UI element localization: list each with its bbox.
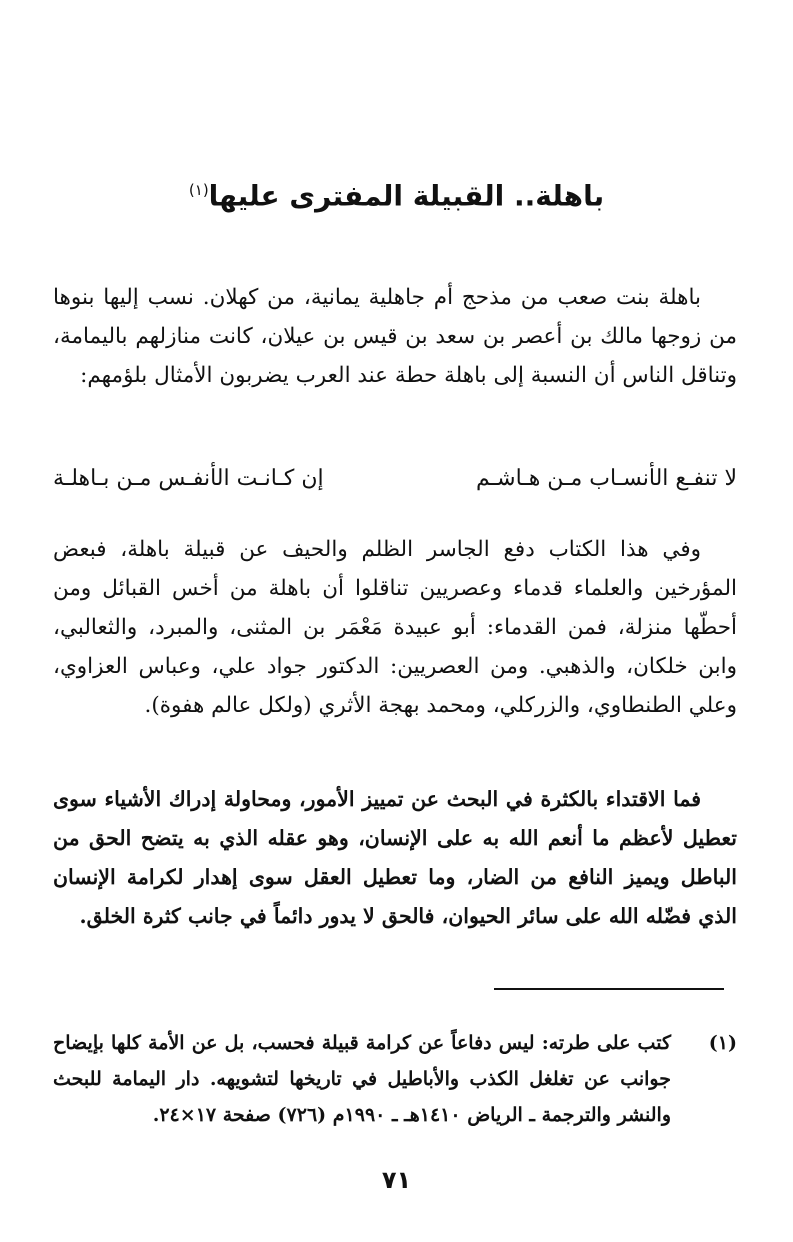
verse-second-hemistich: إن كـانـت الأنفـس مـن بـاهلـة	[53, 466, 324, 491]
title-footnote-marker: (١)	[188, 181, 209, 199]
verse-first-hemistich: لا تنفـع الأنسـاب مـن هـاشـم	[476, 466, 737, 491]
paragraph-conclusion	[53, 780, 737, 936]
paragraph-book-defense	[53, 530, 737, 725]
footnote	[53, 1025, 737, 1133]
footnote-text: كتب على طرته: ليس دفاعاً عن كرامة قبيلة فحسب، بل عن الأمة كلها بإيضاح جوانب عن تغلغل الكذب والأباطيل في تاريخها لتشويهه. دار اليمامة للبحث والنشر والترجمة ـ الرياض ١٤١٠هـ ـ ١٩٩٠م (٧٢٦) صفحة ١٧×٢٤.	[53, 1032, 671, 1126]
paragraph-intro	[53, 278, 737, 395]
poetry-verse	[53, 459, 737, 499]
paragraph-intro-text: باهلة بنت صعب من مذحج أم جاهلية يمانية، من كهلان. نسب إليها بنوها من زوجها مالك بن أعصر بن سعد بن قيس بن عيلان، كانت منازلهم باليمامة، وتناقل الناس أن النسبة إلى باهلة حطة عند العرب يضربون الأمثال بلؤمهم:	[53, 285, 737, 388]
chapter-title	[0, 168, 793, 218]
paragraph-conclusion-text: فما الاقتداء بالكثرة في البحث عن تمييز الأمور، ومحاولة إدراك الأشياء سوى تعطيل لأعظم ما أنعم الله به على الإنسان، وهو عقله الذي به يتضح الحق من الباطل ويميز النافع من الضار، وما تعطيل العقل سوى إهدار لكرامة الإنسان الذي فضّله الله على سائر الحيوان، فالحق لا يدور دائماً في جانب كثرة الخلق.	[53, 787, 738, 928]
chapter-title-text: باهلة.. القبيلة المفترى عليها	[208, 179, 605, 213]
page-number: ٧١	[381, 1166, 412, 1194]
paragraph-book-defense-text: وفي هذا الكتاب دفع الجاسر الظلم والحيف عن قبيلة باهلة، فبعض المؤرخين والعلماء قدماء وعصريين تناقلوا أن باهلة من أخس القبائل ومن أحطّها منزلة، فمن القدماء: أبو عبيدة مَعْمَر بن المثنى، والمبرد، والثعالبي، وابن خلكان، والذهبي. ومن العصريين: الدكتور جواد علي، وعباس العزاوي، وعلي الطنطاوي، والزركلي، ومحمد بهجة الأثري (ولكل عالم هفوة).	[53, 537, 737, 718]
footnote-separator	[494, 988, 724, 990]
footnote-number: (١)	[708, 1032, 737, 1054]
